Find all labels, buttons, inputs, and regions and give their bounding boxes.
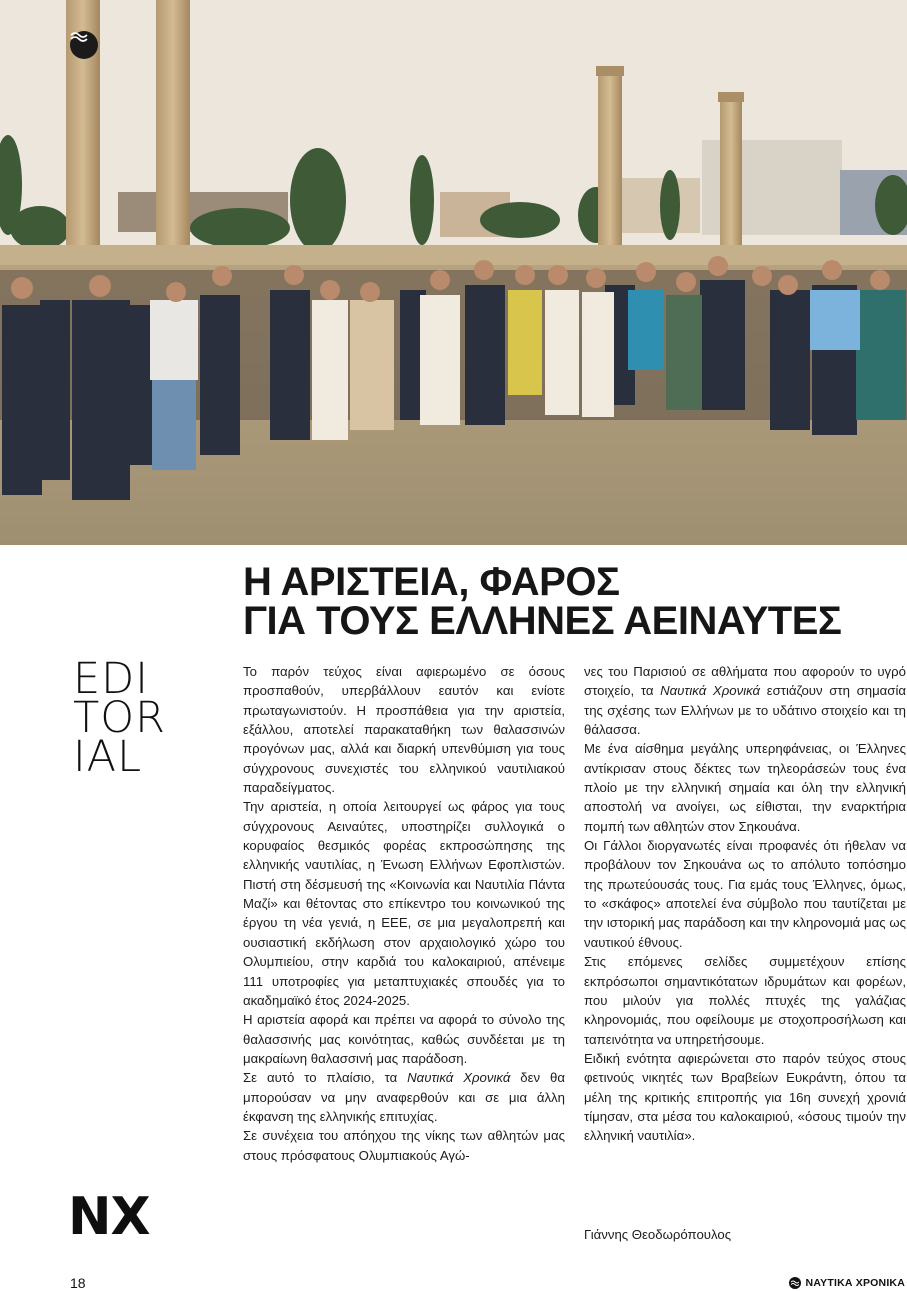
- section-label-line-3: IAL: [73, 732, 143, 782]
- paragraph-text: νες του Παρισιού σε αθλήματα που αφορούν το υγρό στοιχείο, τα: [584, 664, 906, 699]
- paragraph: Οι Γάλλοι διοργανωτές είναι προφανές ότι ήθελαν να προβάλουν τον Σηκουάνα ως το απόλυτο τοπόσημο της πρωτεύουσάς τους. Για εμάς τους Έλληνες, όμως, το «σκάφος» αποτελεί ένα σύμβολο που ταυτίζεται με την ιστορική μας παράδοση και την κληρονομιά μας ως ναυτικού έθνους.: [584, 838, 906, 950]
- footer-brand: [789, 1277, 905, 1289]
- page-number: 18: [70, 1275, 86, 1291]
- nx-logo: NX: [68, 1187, 150, 1247]
- paragraph: Με ένα αίσθημα μεγάλης υπερηφάνειας, οι Έλληνες αντίκρισαν στους δέκτες των τηλεοράσεών τους ένα πλοίο με την ελληνική σημαία και όλη την ελληνική αποστολή να ανοίγει, ως είθισται, την εναρκτήρια πομπή των αθλητών στον Σηκουάνα.: [584, 741, 906, 834]
- section-label-line-2: TOR: [73, 693, 166, 743]
- magazine-name-emphasis: Ναυτικά Χρονικά: [660, 683, 761, 699]
- group-photo: [0, 0, 907, 545]
- headline-line-2: ΓΙΑ ΤΟΥΣ ΕΛΛΗΝΕΣ ΑΕΙΝΑΥΤΕΣ: [243, 599, 842, 643]
- magazine-name-emphasis: Ναυτικά Χρονικά: [407, 1070, 511, 1086]
- paragraph-text: εστιάζουν στη σημασία της σχέσης των Ελλήνων με το υδάτινο στοιχείο και τη θάλασσα.: [584, 683, 906, 738]
- headline-line-1: Η ΑΡΙΣΤΕΙΑ, ΦΑΡΟΣ: [243, 560, 620, 604]
- waves-logo-icon: [70, 31, 98, 59]
- section-label-editorial: [73, 654, 166, 782]
- group-photo-image: [0, 0, 907, 545]
- paragraph: Το παρόν τεύχος είναι αφιερωμένο σε όσους προσπαθούν, υπερβάλλουν εαυτόν και ενίοτε πρωταγωνιστούν. Η προσπάθεια για την αριστεία, εξάλλου, αποτελεί παρακαταθήκη των θαλασσινών προγόνων μας, αλλά και διαρκή υπενθύμιση για τους σύγχρονους συνεχιστές του ελληνικού ναυτιλιακού παραδείγματος.: [243, 664, 565, 796]
- paragraph: Στις επόμενες σελίδες συμμετέχουν επίσης εκπρόσωποι σημαντικότατων ιδρυμάτων και φορέων, που μιλούν για πολλές πτυχές της γαλάζιας κληρονομιάς, που οφείλουμε με στοχοπροσήλωση και ταπεινότητα να υπηρετήσουμε.: [584, 954, 906, 1047]
- section-label-line-1: EDI: [73, 654, 149, 704]
- footer-brand-name: ΝΑΥΤΙΚΑ ΧΡΟΝΙΚΑ: [805, 1277, 905, 1289]
- waves-logo-icon: [789, 1277, 801, 1289]
- paragraph: Την αριστεία, η οποία λειτουργεί ως φάρος για τους σύγχρονους Αειναύτες, υποστηρίζει συλλογικά ο κορυφαίος θεσμικός φορέας εκπροσώπησης της ελληνικής ναυτιλίας, η Ένωση Ελλήνων Εφοπλιστών. Πιστή στη δέσμευσή της «Κοινωνία και Ναυτιλία Πάντα Μαζί» και θέτοντας στο επίκεντρο του κοινωνικού της έργου τη νέα γενιά, η ΕΕΕ, σε μια μεγαλοπρεπή και ουσιαστική εκδήλωση στον αρχαιολογικό χώρο του Ολυμπιείου, στην καρδιά του καλοκαιριού, απένειμε 111 υποτροφίες για μεταπτυχιακές σπουδές για το ακαδημαϊκό έτος 2024-2025.: [243, 799, 565, 1008]
- article-headline: [243, 560, 893, 643]
- author-signature: Γιάννης Θεοδωρόπουλος: [584, 1227, 732, 1242]
- paragraph: Η αριστεία αφορά και πρέπει να αφορά το σύνολο της θαλασσινής μας κοινότητας, καθώς συνδέεται με τη μακραίωνη θαλασσινή μας παράδοση.: [243, 1012, 565, 1066]
- paragraph: [584, 662, 906, 739]
- article-column-2: [584, 662, 906, 1146]
- article-column-1: [243, 662, 565, 1165]
- paragraph: Σε συνέχεια του απόηχου της νίκης των αθλητών μας στους πρόσφατους Ολυμπιακούς Αγώ-: [243, 1128, 565, 1163]
- paragraph-text: Σε αυτό το πλαίσιο, τα: [243, 1070, 408, 1086]
- paragraph-text: δεν θα μπορούσαν να μην αναφερθούν και σε μια άλλη έκφανση της ελληνικής επιτυχίας.: [243, 1070, 565, 1124]
- paragraph: Ειδική ενότητα αφιερώνεται στο παρόν τεύχος στους φετινούς νικητές των Βραβείων Ευκράντη, όπου τα μέλη της κριτικής επιτροπής για 16η συνεχή χρονιά τίμησαν, στα μέσα του καλοκαιριού, «όσους τιμούν την ελληνική ναυτιλία».: [584, 1050, 906, 1144]
- paragraph: [243, 1068, 565, 1126]
